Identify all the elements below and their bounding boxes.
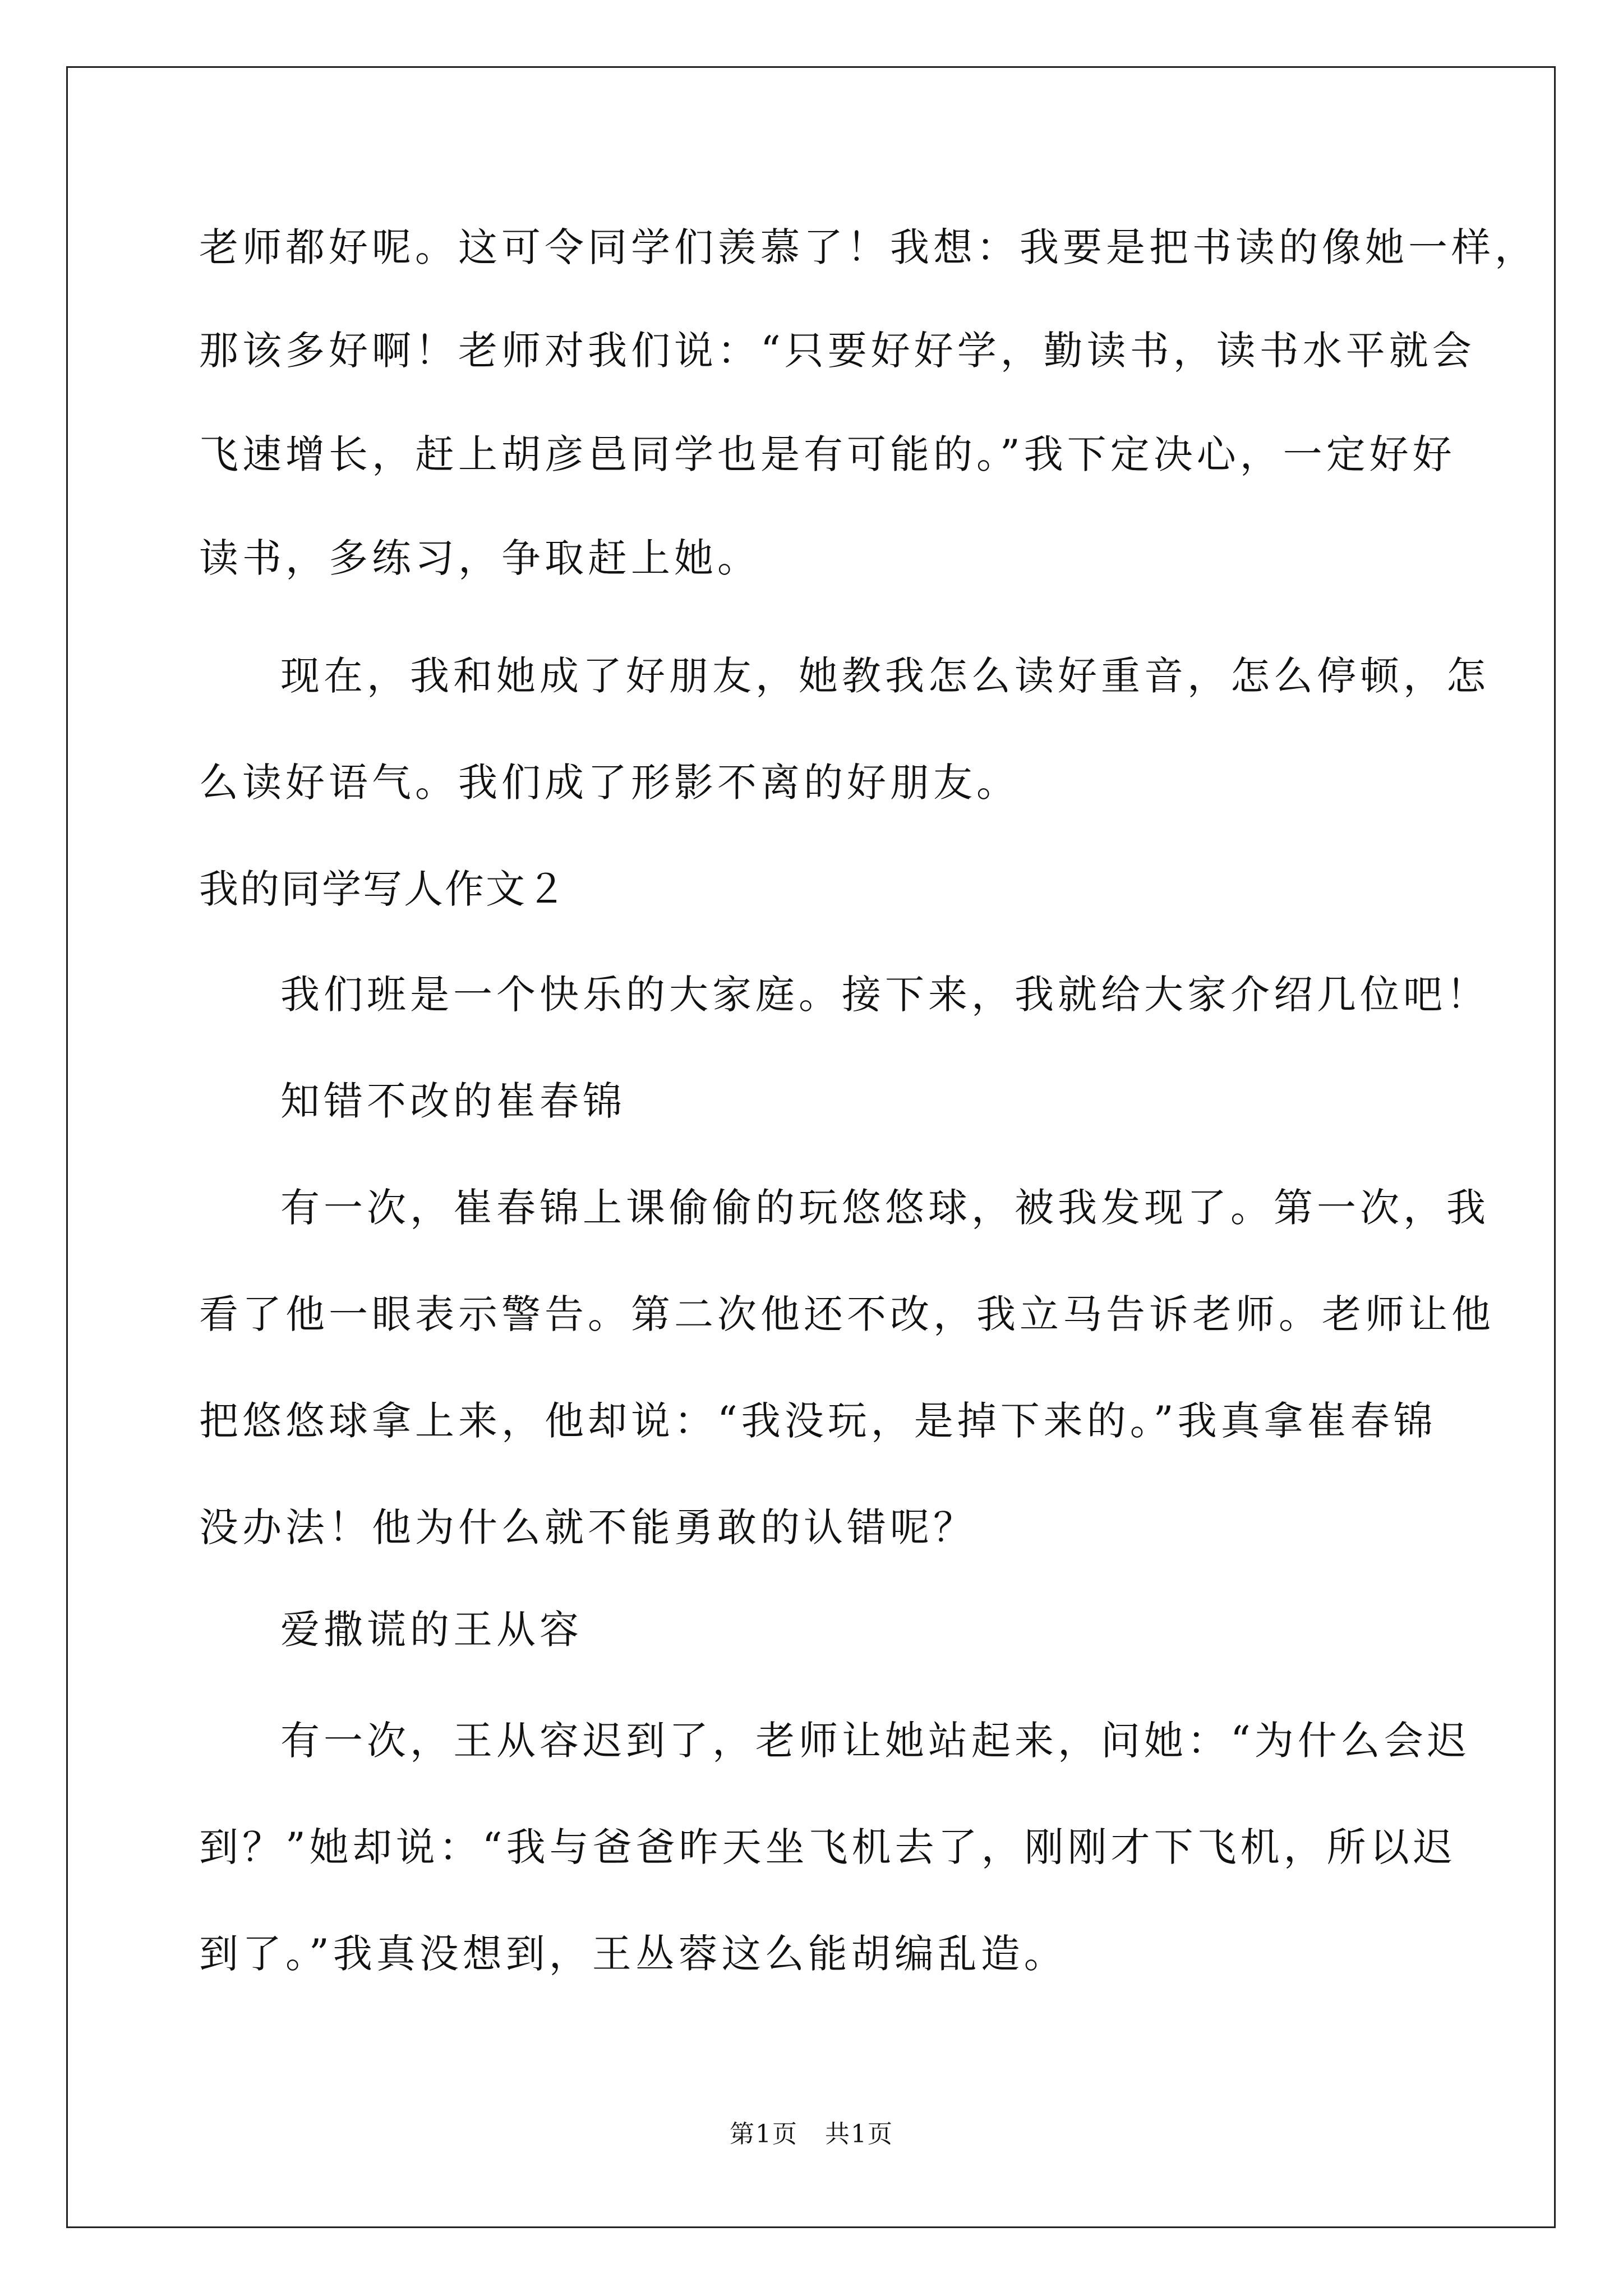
- text-line: 么读好语气。我们成了形影不离的好朋友。: [199, 760, 1020, 806]
- section-heading: 我的同学写人作文２: [199, 866, 568, 912]
- text-line: 我们班是一个快乐的大家庭。接下来，我就给大家介绍几位吧！: [280, 972, 1490, 1018]
- page-total: 共1页: [825, 2120, 893, 2148]
- text-line: 看了他一眼表示警告。第二次他还不改，我立马告诉老师。老师让他: [199, 1291, 1495, 1337]
- page-number: 第1页: [730, 2120, 798, 2148]
- text-line: 飞速增长，赶上胡彦邑同学也是有可能的。”我下定决心，一定好好: [199, 431, 1456, 477]
- subheading: 知错不改的崔春锦: [280, 1078, 626, 1124]
- page-footer: [0, 2118, 1623, 2151]
- text-line: 到了。”我真没想到，王丛蓉这么能胡编乱造。: [199, 1931, 1067, 1977]
- text-line: 读书，多练习，争取赶上她。: [199, 535, 760, 581]
- subheading: 爱撒谎的王从容: [280, 1607, 583, 1653]
- text-line: 有一次，王从容迟到了，老师让她站起来，问她：“为什么会迟: [280, 1718, 1470, 1764]
- text-line: 到？”她却说：“我与爸爸昨天坐飞机去了，刚刚才下飞机，所以迟: [199, 1824, 1456, 1870]
- text-line: 那该多好啊！老师对我们说：“只要好好学，勤读书，读书水平就会: [199, 328, 1476, 374]
- text-line: 没办法！他为什么就不能勇敢的认错呢？: [199, 1504, 976, 1550]
- text-line: 现在，我和她成了好朋友，她教我怎么读好重音，怎么停顿，怎: [280, 653, 1490, 699]
- text-line: 有一次，崔春锦上课偷偷的玩悠悠球，被我发现了。第一次，我: [280, 1185, 1490, 1231]
- text-line: 老师都好呢。这可令同学们羡慕了！我想：我要是把书读的像她一样，: [199, 224, 1538, 270]
- text-line: 把悠悠球拿上来，他却说：“我没玩，是掉下来的。”我真拿崔春锦: [199, 1398, 1437, 1444]
- page-border: [66, 66, 1556, 2228]
